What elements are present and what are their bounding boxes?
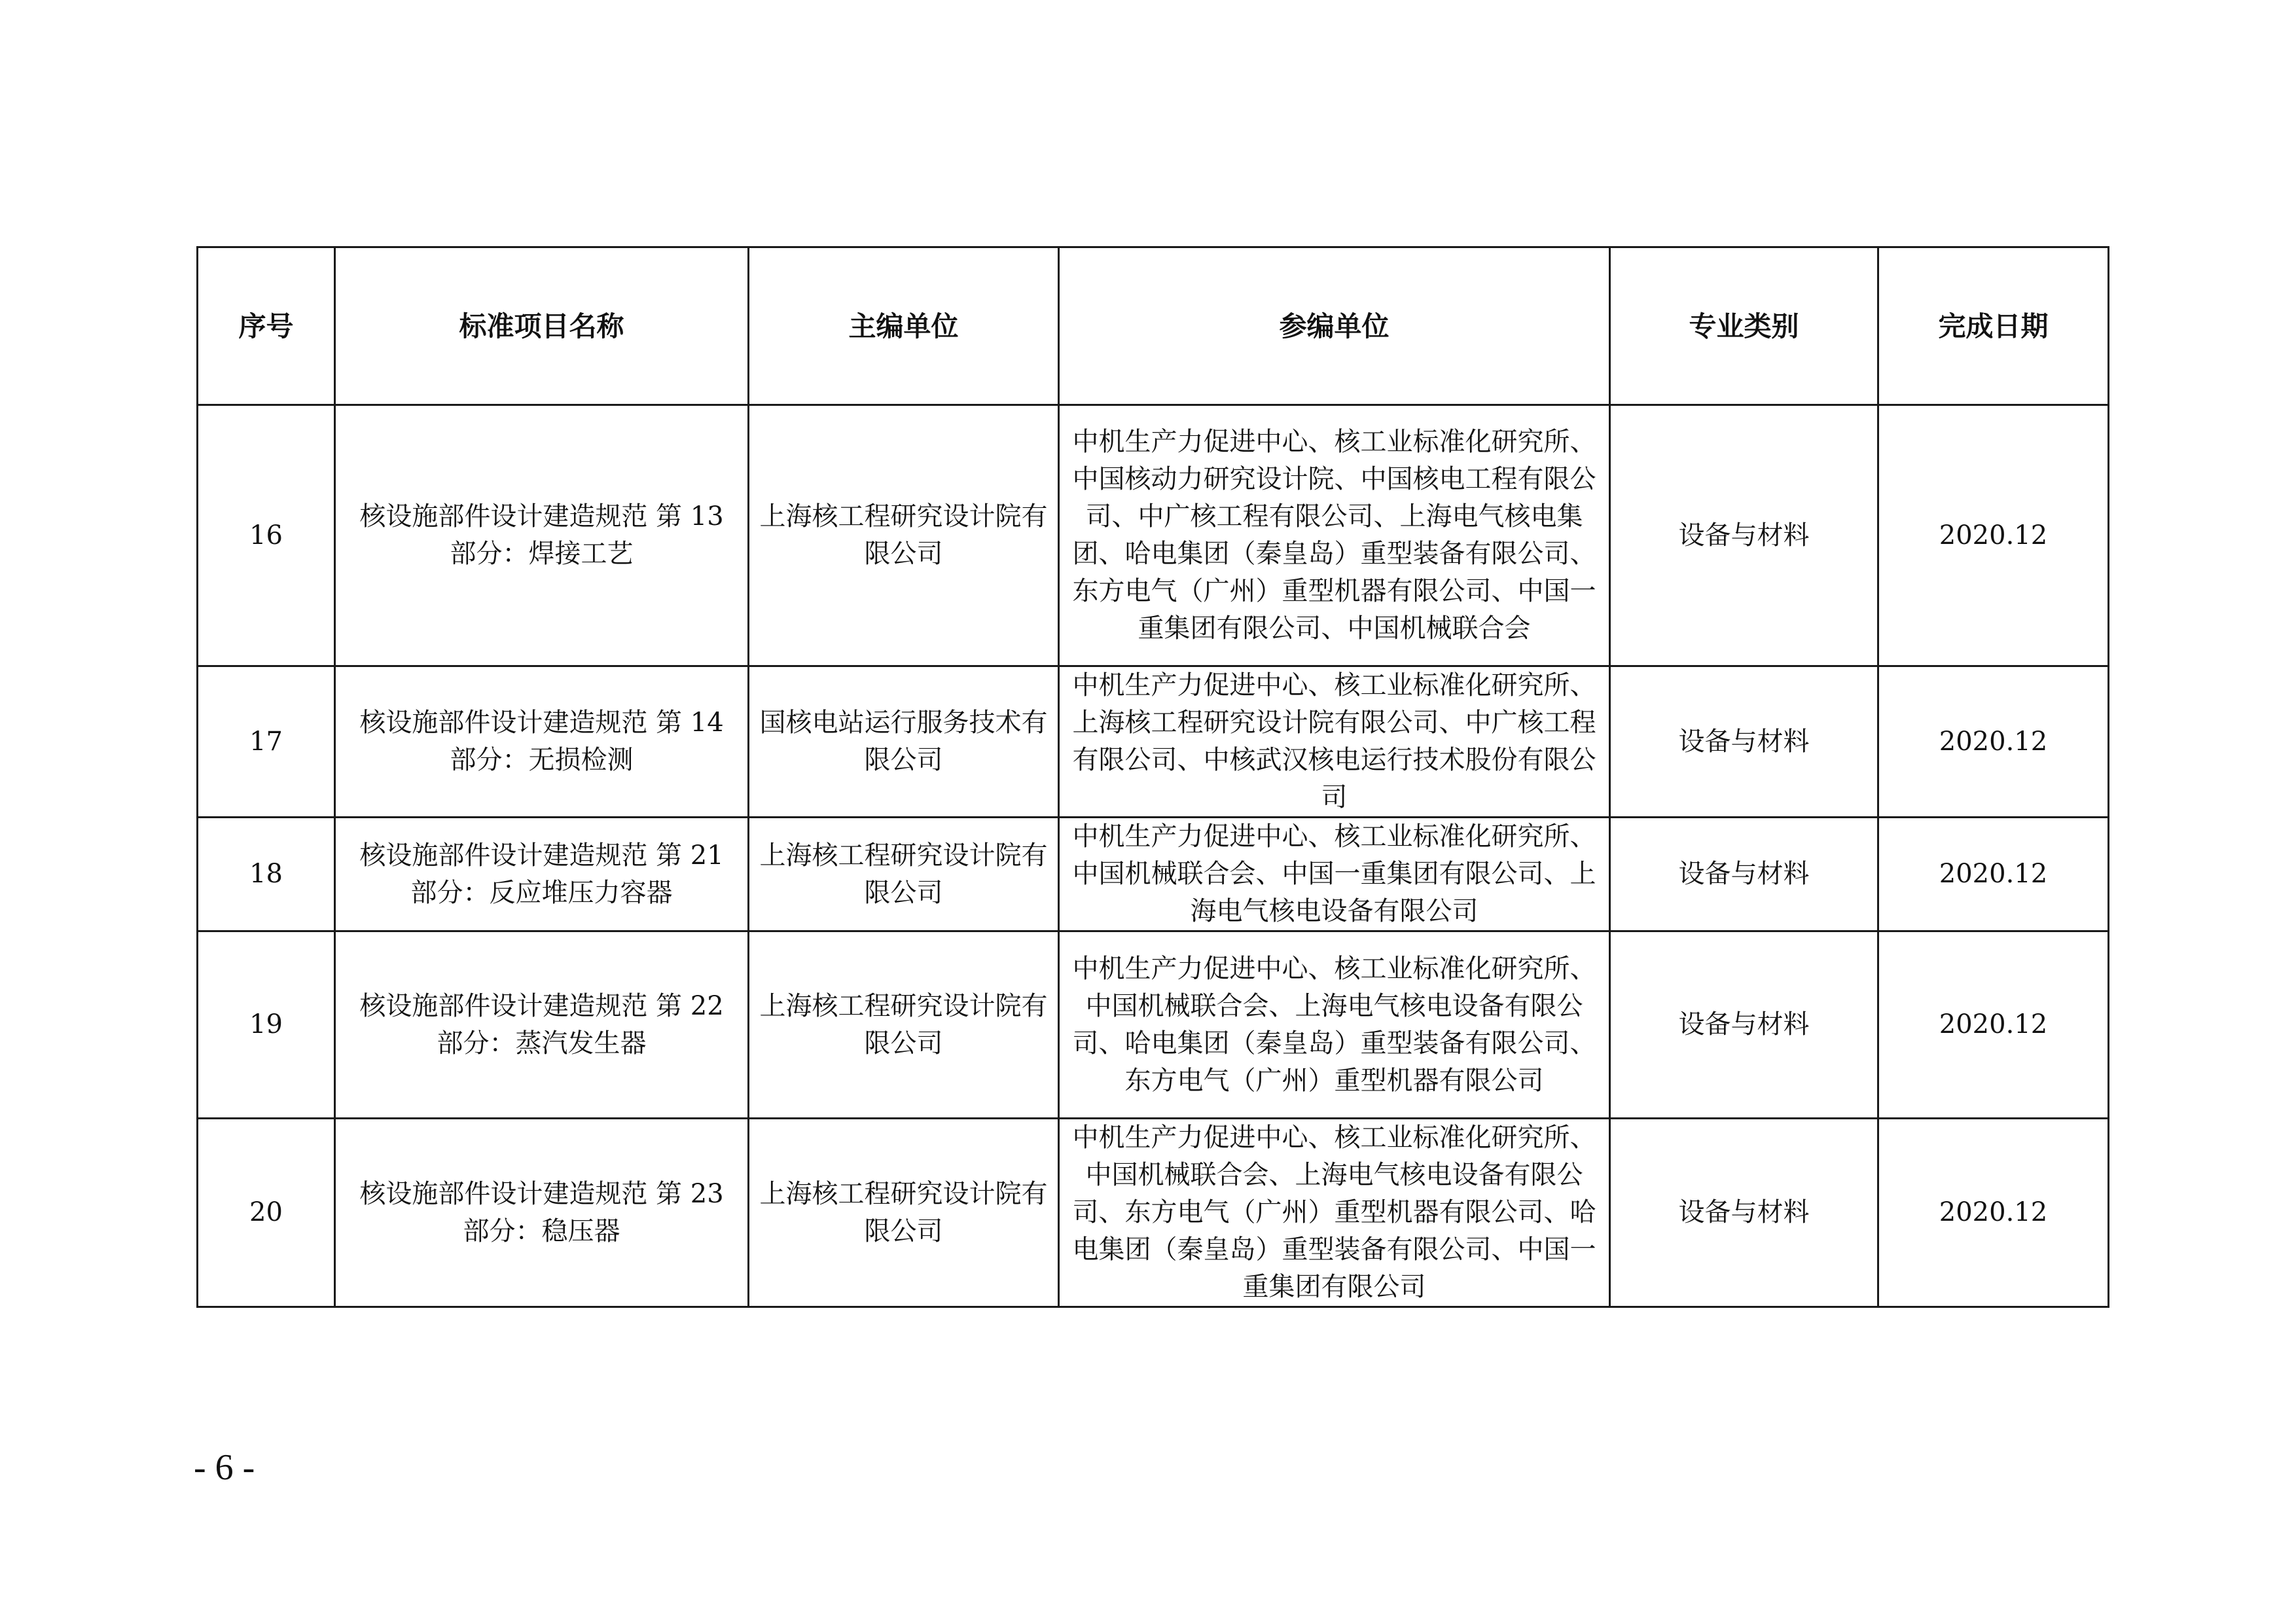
cell-no: 20 xyxy=(198,1119,335,1307)
table-row xyxy=(198,818,2109,931)
cell-chief: 国核电站运行服务技术有限公司 xyxy=(749,666,1059,818)
cell-name: 核设施部件设计建造规范 第 21 部分：反应堆压力容器 xyxy=(335,818,749,931)
cell-chief: 上海核工程研究设计院有限公司 xyxy=(749,931,1059,1119)
cell-category: 设备与材料 xyxy=(1610,666,1878,818)
cell-participants: 中机生产力促进中心、核工业标准化研究所、中国机械联合会、上海电气核电设备有限公司、东方电气（广州）重型机器有限公司、哈电集团（秦皇岛）重型装备有限公司、中国一重集团有限公司 xyxy=(1059,1119,1610,1307)
cell-no: 17 xyxy=(198,666,335,818)
table-row xyxy=(198,931,2109,1119)
table-row xyxy=(198,1119,2109,1307)
header-participants: 参编单位 xyxy=(1059,247,1610,405)
cell-date: 2020.12 xyxy=(1878,931,2109,1119)
cell-category: 设备与材料 xyxy=(1610,818,1878,931)
cell-category: 设备与材料 xyxy=(1610,931,1878,1119)
table-header-row xyxy=(198,247,2109,405)
header-no: 序号 xyxy=(198,247,335,405)
cell-name: 核设施部件设计建造规范 第 23 部分：稳压器 xyxy=(335,1119,749,1307)
cell-participants: 中机生产力促进中心、核工业标准化研究所、中国机械联合会、上海电气核电设备有限公司、哈电集团（秦皇岛）重型装备有限公司、东方电气（广州）重型机器有限公司 xyxy=(1059,931,1610,1119)
cell-date: 2020.12 xyxy=(1878,405,2109,666)
cell-date: 2020.12 xyxy=(1878,1119,2109,1307)
cell-category: 设备与材料 xyxy=(1610,405,1878,666)
header-chief: 主编单位 xyxy=(749,247,1059,405)
table-row xyxy=(198,405,2109,666)
cell-name: 核设施部件设计建造规范 第 13 部分：焊接工艺 xyxy=(335,405,749,666)
cell-chief: 上海核工程研究设计院有限公司 xyxy=(749,405,1059,666)
cell-chief: 上海核工程研究设计院有限公司 xyxy=(749,818,1059,931)
standards-table xyxy=(196,246,2109,1308)
cell-participants: 中机生产力促进中心、核工业标准化研究所、中国机械联合会、中国一重集团有限公司、上海电气核电设备有限公司 xyxy=(1059,818,1610,931)
header-name: 标准项目名称 xyxy=(335,247,749,405)
cell-participants: 中机生产力促进中心、核工业标准化研究所、中国核动力研究设计院、中国核电工程有限公司、中广核工程有限公司、上海电气核电集团、哈电集团（秦皇岛）重型装备有限公司、东方电气（广州）重型机器有限公司、中国一重集团有限公司、中国机械联合会 xyxy=(1059,405,1610,666)
table-row xyxy=(198,666,2109,818)
cell-no: 16 xyxy=(198,405,335,666)
cell-name: 核设施部件设计建造规范 第 22 部分：蒸汽发生器 xyxy=(335,931,749,1119)
header-category: 专业类别 xyxy=(1610,247,1878,405)
cell-date: 2020.12 xyxy=(1878,666,2109,818)
cell-no: 19 xyxy=(198,931,335,1119)
cell-date: 2020.12 xyxy=(1878,818,2109,931)
cell-participants: 中机生产力促进中心、核工业标准化研究所、上海核工程研究设计院有限公司、中广核工程有限公司、中核武汉核电运行技术股份有限公司 xyxy=(1059,666,1610,818)
page-number: - 6 - xyxy=(194,1447,255,1488)
header-date: 完成日期 xyxy=(1878,247,2109,405)
cell-category: 设备与材料 xyxy=(1610,1119,1878,1307)
cell-name: 核设施部件设计建造规范 第 14 部分：无损检测 xyxy=(335,666,749,818)
cell-chief: 上海核工程研究设计院有限公司 xyxy=(749,1119,1059,1307)
cell-no: 18 xyxy=(198,818,335,931)
